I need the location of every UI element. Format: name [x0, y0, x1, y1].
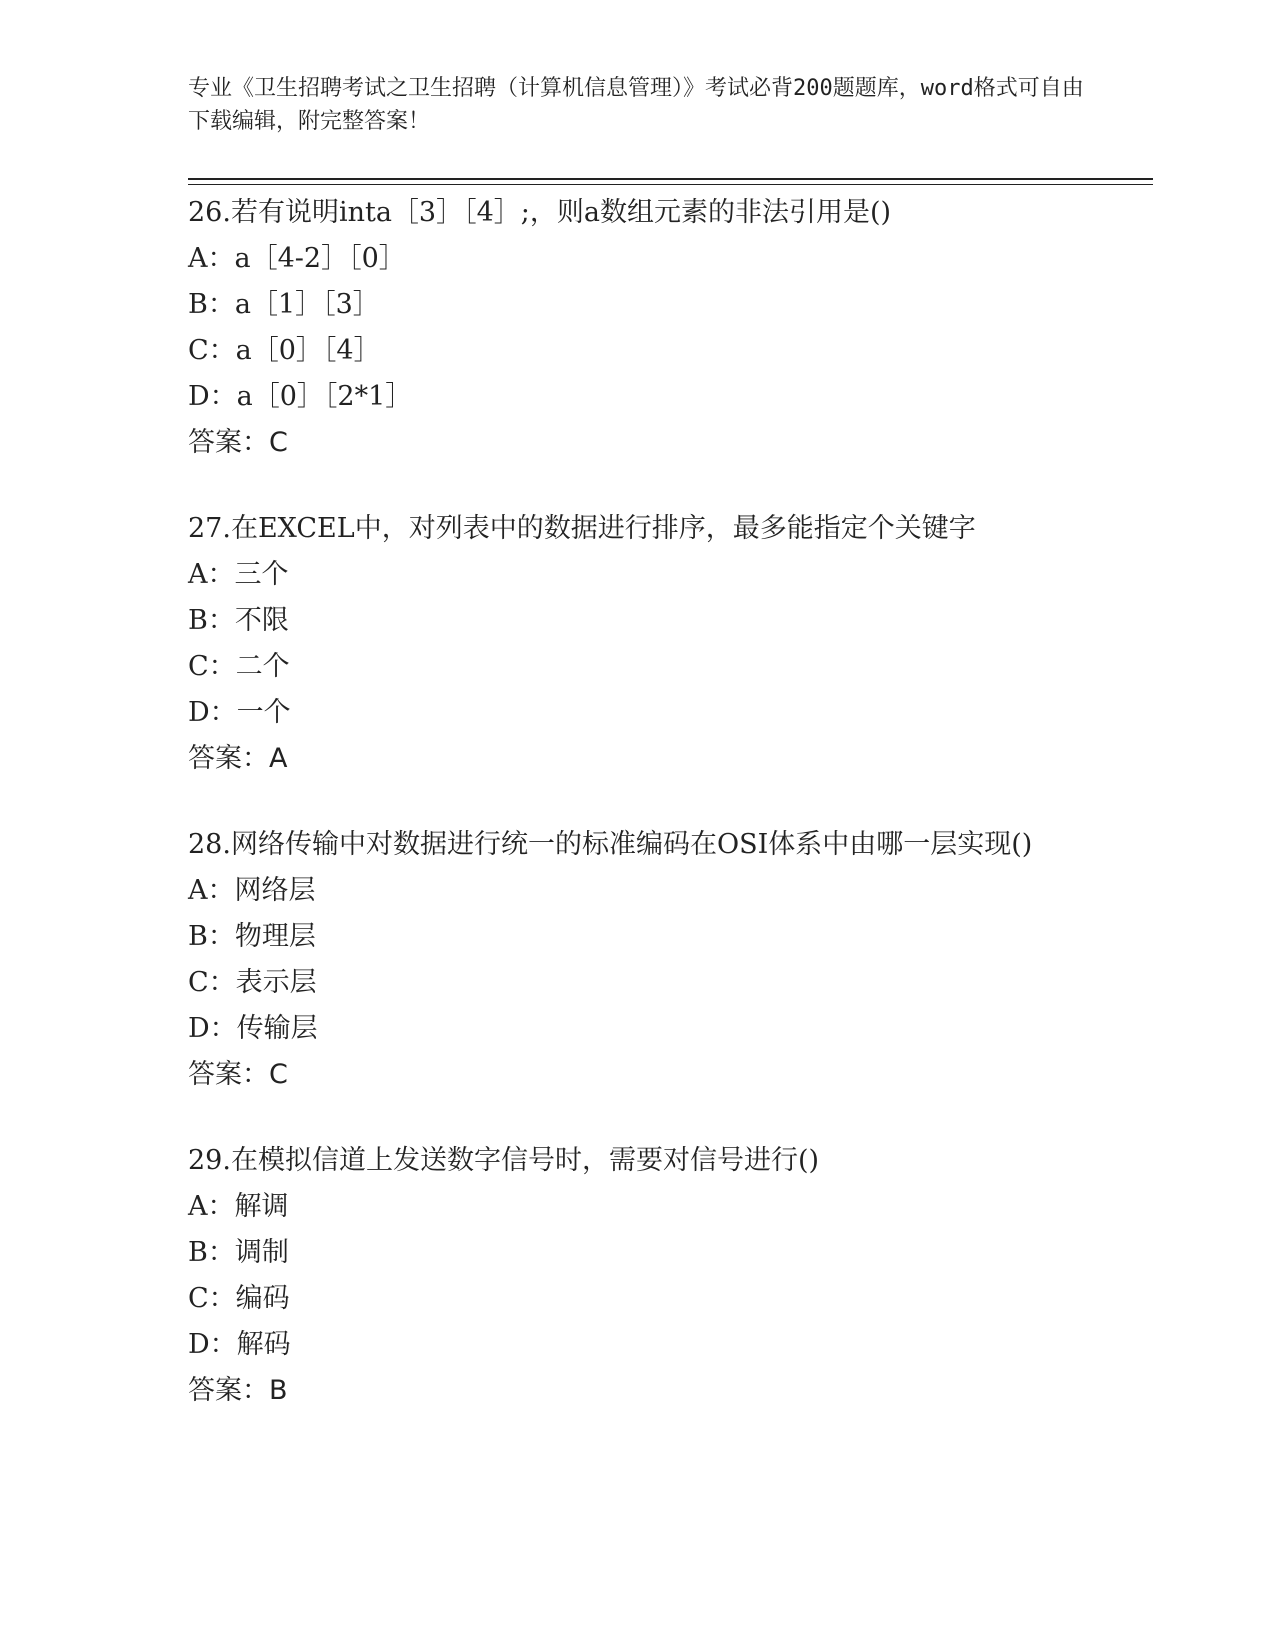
option-a: A：网络层: [188, 875, 316, 906]
option-d: D：一个: [188, 697, 291, 728]
question-spacer: [188, 466, 1153, 506]
question-stem: 28.网络传输中对数据进行统一的标准编码在OSI体系中由哪一层实现(): [188, 829, 1033, 860]
option-b: B：调制: [188, 1237, 289, 1268]
answer: 答案：C: [188, 1059, 288, 1090]
option-c: C：二个: [188, 651, 290, 682]
answer: 答案：B: [188, 1375, 288, 1406]
option-a: A：三个: [188, 559, 289, 590]
option-c: C：a［0］［4］: [188, 335, 381, 366]
answer: 答案：C: [188, 427, 288, 458]
option-d: D：解码: [188, 1329, 291, 1360]
document-header: 专业《卫生招聘考试之卫生招聘（计算机信息管理）》考试必背200题题库，word格式可自由下载编辑，附完整答案！: [188, 76, 1084, 134]
option-b: B：不限: [188, 605, 289, 636]
question-stem: 29.在模拟信道上发送数字信号时，需要对信号进行(): [188, 1145, 820, 1176]
question-stem: 27.在EXCEL中，对列表中的数据进行排序，最多能指定个关键字: [188, 513, 976, 544]
option-b: B：a［1］［3］: [188, 289, 380, 320]
option-d: D：传输层: [188, 1013, 318, 1044]
header-divider-thin: [188, 184, 1153, 185]
option-b: B：物理层: [188, 921, 316, 952]
question-28: [188, 822, 1153, 1098]
question-stem: 26.若有说明inta［3］［4］;，则a数组元素的非法引用是(): [188, 197, 892, 228]
question-29: [188, 1138, 1153, 1414]
question-27: [188, 506, 1153, 782]
option-c: C：表示层: [188, 967, 317, 998]
question-list: [188, 190, 1153, 1414]
option-c: C：编码: [188, 1283, 290, 1314]
question-26: [188, 190, 1153, 466]
header-divider-thick: [188, 178, 1153, 180]
option-a: A：a［4-2］［0］: [188, 243, 406, 274]
option-d: D：a［0］［2*1］: [188, 381, 413, 412]
question-spacer: [188, 782, 1153, 822]
question-spacer: [188, 1098, 1153, 1138]
answer: 答案：A: [188, 743, 288, 774]
option-a: A：解调: [188, 1191, 289, 1222]
